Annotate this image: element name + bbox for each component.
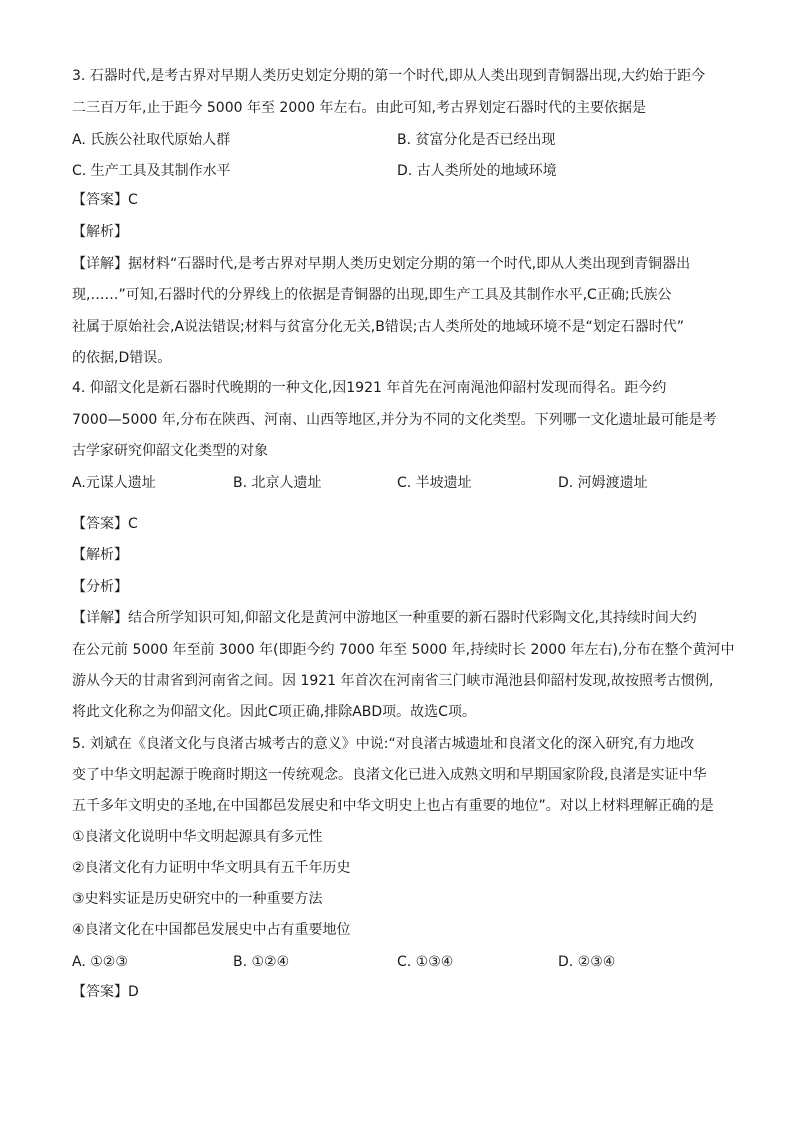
q5-stem-line-1: 5. 刘斌在《良渚文化与良渚古城考古的意义》中说:“对良渚古城遗址和良渚文化的深入研究,有力地改 (72, 736, 695, 752)
q5-option-c: C. ①③④ (397, 954, 454, 970)
q3-detail-line-1: 【详解】据材料“石器时代,是考古界对早期人类历史划定分期的第一个时代,即从人类出现到青铜器出 (72, 256, 691, 272)
q5-stem-line-3: 五千多年文明史的圣地,在中国都邑发展史和中华文明史上也占有重要的地位”。对以上材料理解正确的是 (72, 798, 714, 814)
q3-stem-line-2: 二三百万年,止于距今 5000 年至 2000 年左右。由此可知,考古界划定石器时代的主要依据是 (72, 100, 646, 116)
q5-statement-4: ④良渚文化在中国都邑发展史中占有重要地位 (72, 922, 351, 938)
q3-option-b: B. 贫富分化是否已经出现 (397, 132, 556, 148)
q4-detail-line-2: 在公元前 5000 年至前 3000 年(即距今约 7000 年至 5000 年,持续时长 2000 年左右),分布在整个黄河中 (72, 642, 735, 658)
q4-detail-line-3: 游从今天的甘肃省到河南省之间。因 1921 年首次在河南省三门峡市渑池县仰韶村发现,故按照考古惯例, (72, 673, 714, 689)
q5-statement-3: ③史料实证是历史研究中的一种重要方法 (72, 891, 323, 907)
q4-answer: 【答案】C (72, 516, 138, 532)
q4-stem-line-2: 7000—5000 年,分布在陕西、河南、山西等地区,并分为不同的文化类型。下列哪一文化遗址最可能是考 (72, 412, 717, 428)
q5-answer: 【答案】D (72, 984, 139, 1000)
q3-stem-line-1: 3. 石器时代,是考古界对早期人类历史划定分期的第一个时代,即从人类出现到青铜器出现,大约始于距今 (72, 68, 706, 84)
q5-statement-2: ②良渚文化有力证明中华文明具有五千年历史 (72, 860, 351, 876)
q4-stem-line-3: 古学家研究仰韶文化类型的对象 (72, 443, 268, 459)
q3-analysis-heading: 【解析】 (72, 224, 128, 240)
q5-option-d: D. ②③④ (558, 954, 616, 970)
q4-detail-line-1: 【详解】结合所学知识可知,仰韶文化是黄河中游地区一种重要的新石器时代彩陶文化,其持续时间大约 (72, 610, 697, 626)
q5-option-a: A. ①②③ (72, 954, 128, 970)
q3-option-a: A. 氏族公社取代原始人群 (72, 132, 231, 148)
q4-option-d: D. 河姆渡遗址 (558, 475, 648, 491)
q4-option-b: B. 北京人遗址 (233, 475, 322, 491)
q3-detail-line-2: 现,……”可知,石器时代的分界线上的依据是青铜器的出现,即生产工具及其制作水平,C正确;氏族公 (72, 287, 672, 303)
q3-option-c: C. 生产工具及其制作水平 (72, 163, 231, 179)
q4-option-a: A.元谋人遗址 (72, 475, 156, 491)
q3-answer: 【答案】C (72, 192, 138, 208)
q4-stem-line-1: 4. 仰韶文化是新石器时代晚期的一种文化,因1921 年首先在河南渑池仰韶村发现而得名。距今约 (72, 380, 667, 396)
q3-option-d: D. 古人类所处的地域环境 (397, 163, 557, 179)
q5-statement-1: ①良渚文化说明中华文明起源具有多元性 (72, 829, 323, 845)
q4-analysis-heading: 【解析】 (72, 547, 128, 563)
q4-detail-line-4: 将此文化称之为仰韶文化。因此C项正确,排除ABD项。故选C项。 (72, 704, 476, 720)
q5-stem-line-2: 变了中华文明起源于晚商时期这一传统观念。良渚文化已进入成熟文明和早期国家阶段,良渚是实证中华 (72, 767, 707, 783)
q4-option-c: C. 半坡遗址 (397, 475, 472, 491)
q4-fenxi-heading: 【分析】 (72, 579, 128, 595)
q5-option-b: B. ①②④ (233, 954, 290, 970)
q3-detail-line-4: 的依据,D错误。 (72, 350, 172, 366)
q3-detail-line-3: 社属于原始社会,A说法错误;材料与贫富分化无关,B错误;古人类所处的地域环境不是“划定石器时代” (72, 319, 685, 335)
